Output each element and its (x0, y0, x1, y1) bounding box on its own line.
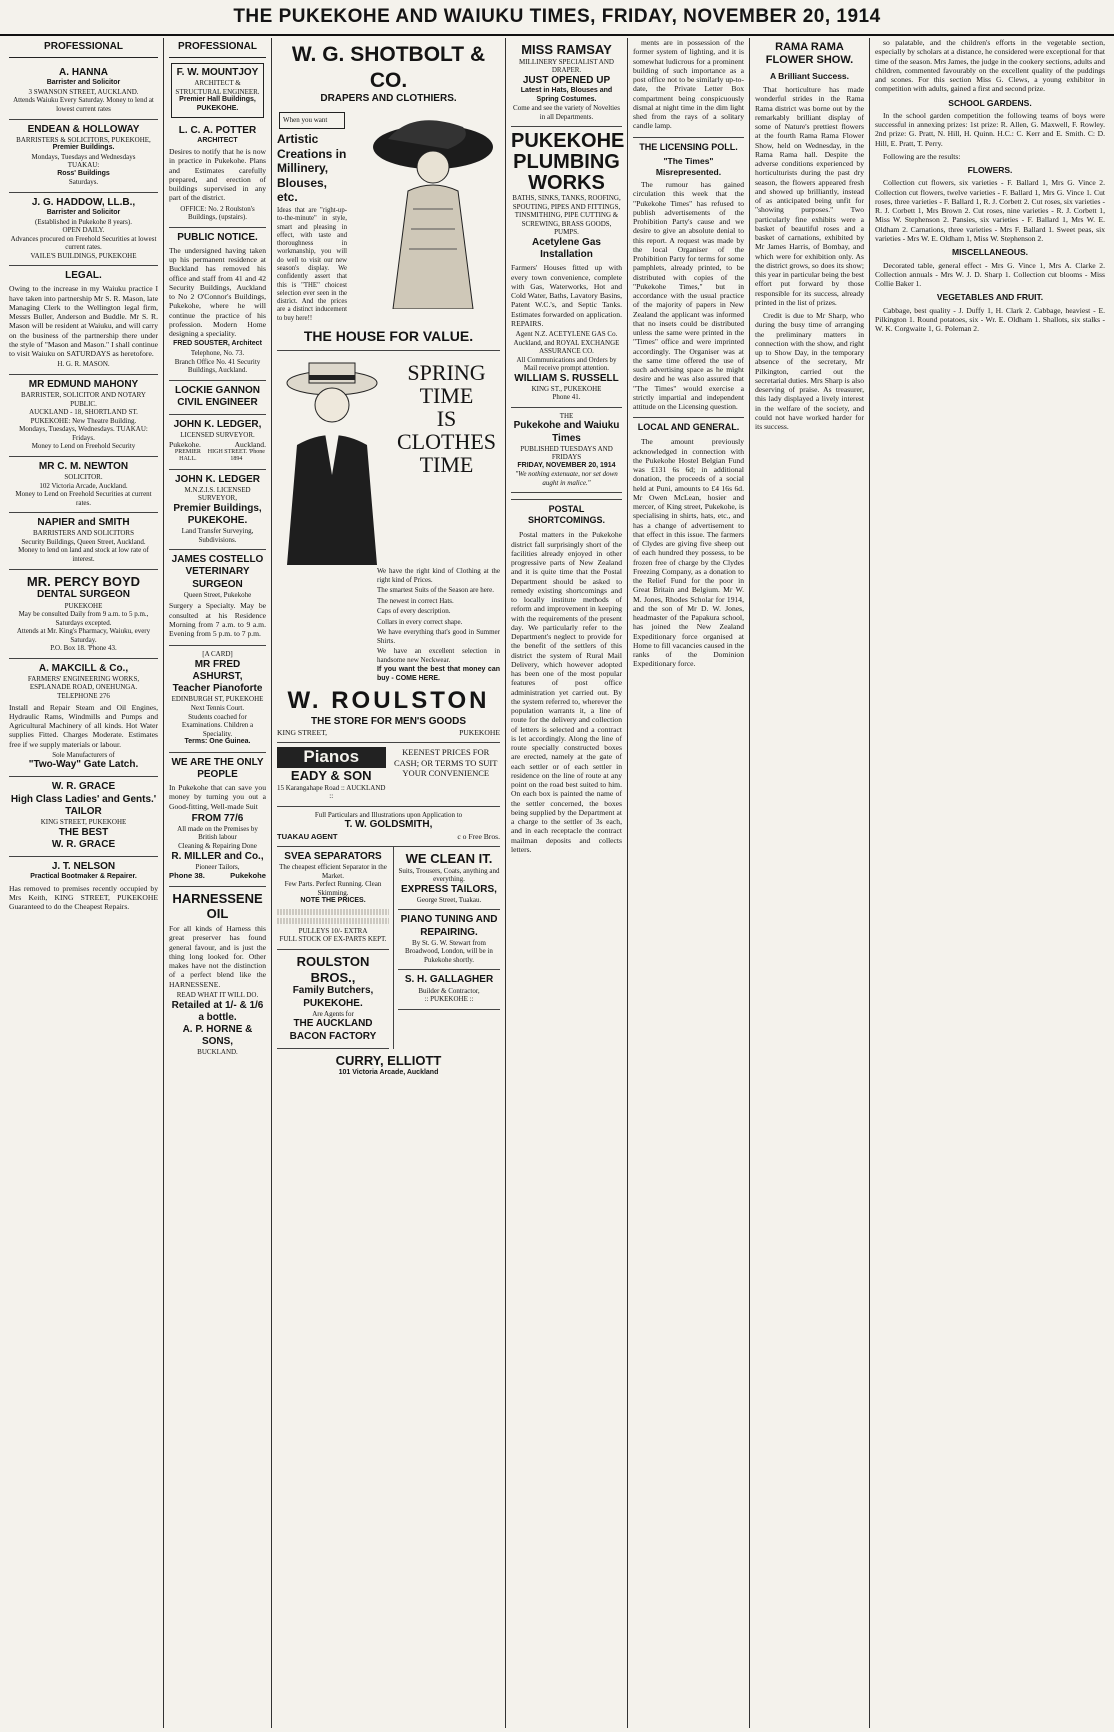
ad-retail: Retailed at 1/- & 1/6 a bottle. (171, 999, 264, 1023)
ad-lines (277, 567, 500, 683)
ad-text: In Pukekohe that can save you money by turning you out a Good-fitting, Well-made Suit (169, 783, 266, 811)
ad-agent: T. W. GOLDSMITH, (344, 819, 433, 831)
story-subhead: MISCELLANEOUS. (951, 247, 1029, 258)
ad-name: A. MAKCILL & Co., (38, 662, 129, 674)
ad-text: The undersigned having taken up his permanent residence at Buckland has removed his office and staff from 41 and 42 Security Buildings, Auckland to No 2 O'Connor's Buildings, Pukekohe, where he will continue the practice of his profession. Modern Home designing a speciality. (169, 245, 266, 339)
ad-name: MR EDMUND MAHONY (28, 378, 139, 390)
ad-title: ARCHITECT (197, 136, 238, 144)
ad-name: MR C. M. NEWTON (38, 460, 129, 472)
ad-addr: Security Buildings, Queen Street, Auckland. (21, 537, 146, 546)
story-subhead: "The Times" Misrepresented. (655, 156, 722, 177)
ad-head: Artistic Creations in Millinery, Blouses, etc. (277, 131, 347, 205)
price-table-filler (277, 909, 389, 915)
headline-time-2: TIME (419, 452, 474, 478)
ad-line: If you want the best that money can buy - COME HERE. (377, 666, 500, 682)
ad-ledger-1 (169, 415, 266, 470)
ad-days: Mondays, Tuesdays and Wednesdays (31, 152, 136, 161)
ad-text: Has removed to premises recently occupied by Mrs Keith, KING STREET, PUKEKOHE Guaranteed to do the Cheapest Repairs. (9, 883, 158, 912)
story-body: Collection cut flowers, six varieties - F. Ballard 1, Mrs G. Vince 2. Collection cut flowers, twelve varieties - F. Ballard 1, Mrs G. Vince 1. Cut roses, three varieties - F. Ballard 1, R. J. Corbett 2. Cut roses, six varieties - R. J. Corbett 1, Mrs Brown 2. Cut roses, nine varieties - R. J. Corbett 1, Miss W. Stephenson 2. Pansies, six varieties - F. Ballard 1, Mrs W. E. Oldham 2. Carnations, three varieties - Mrs F. Ballard 1. Sweet peas, six varieties - Mrs W. E. Oldham 1, Miss W. Stephenson 2. (875, 178, 1105, 243)
nameplate-pub: PUBLISHED TUESDAYS AND FRIDAYS (520, 444, 613, 462)
ad-title: Teacher Pianoforte (172, 683, 263, 695)
ad-name: MR. PERCY BOYD (26, 573, 141, 589)
spring-time-headline (393, 355, 500, 565)
ad-ross: Ross' Buildings (57, 169, 110, 177)
story-headline: LOCAL AND GENERAL. (633, 417, 744, 433)
ad-title: DENTAL SURGEON (37, 589, 130, 601)
ad-note: Attends Waiuku Every Saturday. Money to lend at lowest current rates (13, 96, 154, 113)
ad-signature: H. G. R. MASON. (57, 360, 110, 369)
ad-card: [A CARD] (202, 650, 233, 659)
story-headline: POSTAL SHORTCOMINGS. (511, 499, 622, 526)
ad-name: L. C. A. POTTER (178, 124, 257, 136)
ad-tel: TELEPHONE 276 (57, 691, 110, 700)
ad-tel: Telephone, No. 73. (190, 349, 245, 357)
ad-pianos (277, 743, 500, 807)
ad-money: Money to lend on land and stock at low rate of interest. (18, 546, 149, 563)
story-continued: ments are in possession of the former system of lighting, and it is somewhat ludicrous for a prominent building of such importance as a post office not to be similarly up-to-date, the Private Letter Box compartment being conspicuously dismal at night time in the dim light shed from the rays of a solitary candle lamp. (633, 38, 744, 131)
ad-title: ARCHITECT & STRUCTURAL ENGINEER. (175, 79, 260, 96)
story-continued: so palatable, and the children's efforts in the vegetable section, especially by scholars at a distance, he considered were exceptional for that time of the season. Mrs James, the judge in the cookery sections, adults and children, commented favourably on the excellent quality of the puddings and scones. For this section Miss G. Clews, a young exhibitor in competition with adults, gained a first and second prize. (875, 38, 1105, 94)
ad-we-clean (398, 847, 500, 911)
ad-office: OFFICE: No. 2 Roulston's Buildings, (upstairs). (180, 204, 255, 222)
gentleman-illustration (277, 355, 387, 565)
ad-phone-row (169, 871, 266, 880)
story-body: Following are the results: (883, 151, 961, 161)
ad-pianos-left (277, 747, 386, 801)
ad-sub: Full Particulars and Illustrations upon Application to (314, 810, 463, 819)
ad-office-a: PREMIER HALL. (174, 448, 201, 463)
ad-places (169, 440, 266, 449)
ad-head: LEGAL. (65, 270, 102, 282)
ad-tuakau: TUAKAU AGENT (277, 831, 338, 841)
nameplate-motto: "We nothing extenuate, nor set down aught in malice." (515, 470, 618, 487)
headline-is: IS (436, 406, 457, 432)
ad-street: KING STREET, (277, 727, 328, 737)
ad-name: F. W. MOUNTJOY (176, 67, 259, 79)
ad-read: READ WHAT IT WILL DO. (176, 990, 259, 999)
nameplate-the: THE (559, 411, 574, 420)
ad-title: LICENSED SURVEYOR. (180, 431, 255, 440)
ad-line: We have an excellent selection in handsome new Neckwear. (377, 647, 500, 664)
ad-line: The smartest Suits of the Season are here. (377, 586, 495, 595)
ad-t4: PULLEYS 10/- EXTRA (298, 926, 368, 935)
ad-gallagher (398, 970, 500, 1009)
ad-name: SVEA SEPARATORS (284, 850, 382, 862)
ad-sub: Practical Bootmaker & Repairer. (30, 873, 137, 881)
ad-addr: AUCKLAND - 18, SHORTLAND ST. (29, 408, 138, 417)
ad-phone: Phone 38. (169, 871, 205, 881)
ad-name: J. T. NELSON (51, 860, 116, 872)
ad-hanna (9, 63, 158, 119)
ad-town: :: PUKEKOHE :: (424, 995, 474, 1004)
story-body: Decorated table, general effect - Mrs G. Vince 1, Mrs A. Clarke 2. Collection annuals - Mrs W. J. D. Sharp 1. Collection cut blooms - Miss Collie Baker 1. (875, 260, 1105, 289)
ad-text: Desires to notify that he is now in practice in Pukekohe. Plans and Estimates carefully prepared, and erection of buildings supervised in any part of the district. (169, 147, 266, 203)
headline-clothes: CLOTHES (397, 429, 496, 455)
ad-address: 3 SWANSON STREET, AUCKLAND. (28, 87, 139, 96)
ad-name: LOCKIE GANNON (175, 384, 260, 396)
ad-attends: Attends at Mr. King's Pharmacy, Waiuku, every Saturday. (16, 627, 151, 644)
ad-money: Money to Lend on Freehold Security (31, 442, 136, 451)
column-professional-2 (164, 38, 272, 1728)
ad-title: Barrister and Solicitor (46, 79, 121, 87)
ad-t5: FULL STOCK OF EX-PARTS KEPT. (279, 935, 387, 944)
ad-name: PUKEKOHE PLUMBING WORKS (511, 130, 625, 195)
column-display-ads (272, 38, 506, 1728)
ad-addr: KING STREET, PUKEKOHE (40, 818, 127, 827)
ad-t3: NOTE THE PRICES. (300, 897, 366, 905)
story-body: Postal matters in the Pukekohe district fall surprisingly short of the facilities already enjoyed in other progressive parts of New Zealand and it is quite time that the Postal Department should be asked to remedy existing shortcomings and to locally institute methods of reform and improvement in keeping with the requirements of the present day. We particularly refer to the Department's neglect to provide for the benefit of the settlers of this district the system of Rural Mail Delivery, which however adopted has been one of the most popular features of post office administration yet carried out. By the system referred to, wherever the population warrants it, a line of route for the delivery and collection of letters is selected and a contract is let accordingly. Along the line of route specially constructed boxes are erected, namely at the gate of each settler or of each settler in residence on the line of route at any point on the road best suited to him. On each box is painted the name of the settler concerned, the boxes being supplied by the Department at a charge to the settler of 3s each, and in each receptacle the contract mailman deposits and collects letters. (511, 530, 622, 854)
ad-open: OPEN DAILY. (62, 226, 105, 235)
ad-title: FARMERS' ENGINEERING WORKS, ESPLANADE ROAD, ONEHUNGA. (27, 674, 140, 692)
masthead-title: THE PUKEKOHE AND WAIUKU TIMES, FRIDAY, NOVEMBER 20, 1914 (233, 6, 881, 27)
ad-makcill (9, 659, 158, 778)
ad-roulston-bros (277, 950, 389, 1049)
ad-text: Land Transfer Surveying, Subdivisions. (181, 527, 254, 544)
ad-town: BUCKLAND. (197, 1048, 238, 1057)
ad-boyd (9, 570, 158, 659)
ad-text: Students coached for Examinations. Children a Speciality. (181, 712, 254, 738)
ad-acet: Acetylene Gas Installation (532, 236, 601, 261)
ad-text: Surgery a Specialty. May be consulted at his Residence Morning from 7 a.m. to 9 a.m. Evening from 5 p.m. to 7 p.m. (169, 601, 266, 639)
ad-pianos-agent (277, 807, 500, 847)
ad-terms: Terms: One Guinea. (184, 738, 251, 746)
ad-place: Premier Buildings. (52, 144, 115, 152)
ad-text: For all kinds of Harness this great preserver has found general favour, and is just the thing long looked for. Other makes have not the distinction of a perfect blend like the HARNESSENE. (169, 924, 266, 989)
ad-offices (169, 449, 266, 464)
ad-agent: A. P. HORNE & SONS, (182, 1023, 253, 1048)
ad-line: Caps of every description. (377, 607, 451, 616)
ad-come: Come and see the variety of Novelties in all Departments. (513, 104, 620, 121)
ad-line: We have the right kind of Clothing at the right kind of Prices. (377, 567, 500, 584)
ad-nelson (9, 857, 158, 918)
ad-place: PUKEKOHE (64, 601, 103, 610)
ad-bacon: BACON FACTORY (289, 1030, 377, 1042)
ad-title: M.N.Z.I.S. LICENSED SURVEYOR, (184, 485, 251, 503)
story-body: The rumour has gained circulation this week that the "Pukekohe Times" has refused to publish advertisements of the Prohibition Party's cause and we desire to give an absolute denial to this report. A request was made by the local Organiser of the Prohibition Party for terms for some pamphlets, already printed, to be distributed with copies of the "Pukekohe Times," but in accordance with the usual practice of the majority of papers in New Zealand the applicant was informed that no insets could be distributed unless the same were printed in the "Times" office and were imprinted accordingly. The Organiser was at the same time offered the use of such advertising space as he might desire and he was also assured that "The Times" would exercise a strictly impartial and independent attitude on the Licensing question. (633, 180, 744, 412)
ad-name: PIANO TUNING AND REPAIRING. (400, 914, 498, 938)
ad-owner: WILLIAM S. RUSSELL (514, 372, 619, 384)
ad-line: We have everything that's good in Summer Shirts. (377, 628, 500, 645)
ad-name: A. HANNA (59, 67, 108, 79)
ad-signature: W. R. GRACE (51, 838, 116, 850)
ad-the: THE AUCKLAND (293, 1018, 373, 1030)
ad-name: MISS RAMSAY (521, 42, 612, 57)
ad-sub: DRAPERS AND CLOTHIERS. (320, 93, 457, 105)
story-subhead: SCHOOL GARDENS. (948, 97, 1032, 108)
ad-express: EXPRESS TAILORS, (401, 883, 497, 895)
ad-phone: Phone 41. (552, 393, 581, 402)
ad-right-stack (394, 847, 500, 1049)
ad-plumbing (511, 127, 625, 408)
ad-t1: The cheapest efficient Separator in the Market. (279, 862, 387, 880)
ad-list: BATHS, SINKS, TANKS, ROOFING, SPOUTING, PIPES AND FITTINGS, TINSMITHING, PIPE CUTTING & SCREWING, BRASS GOODS, PUMPS. (512, 194, 621, 237)
ad-mountjoy (171, 63, 264, 117)
ad-addr: EDINBURGH ST, PUKEKOHE Next Tennis Court. (171, 695, 264, 712)
ad-name: NAPIER and SMITH (37, 517, 130, 529)
ad-prices: KEENEST PRICES FOR CASH; OR TERMS TO SUIT YOUR CONVENIENCE (394, 747, 498, 778)
ad-legal (9, 266, 158, 375)
ad-town: PUKEKOHE. (303, 997, 363, 1009)
ad-svea (277, 847, 389, 950)
ad-box: P.O. Box 18. 'Phone 43. (50, 644, 117, 653)
ad-t2: Few Parts. Perfect Running. Clean Skimming. (284, 880, 382, 897)
ad-potter (169, 121, 266, 228)
ad-adv: Advances procured on Freehold Securities at lowest current rates. (10, 234, 157, 252)
ad-mahony (9, 375, 158, 457)
ad-name: S. H. GALLAGHER (404, 974, 494, 986)
ad-curry (277, 1049, 500, 1082)
ad-name: CURRY, ELLIOTT (335, 1052, 442, 1068)
ad-text: Ideas that are "right-up-to-the-minute" in style, smart and pleasing in effect, with taste and thoroughness in workmanship, you will do well to visit our new season's display. We confidently assert that this is "THE" choicest selection ever seen in the district. And the prices are a distinct inducement to buy here!! (277, 207, 347, 322)
ad-made: All made on the Premises by British labour (177, 824, 258, 842)
ad-name: W. G. SHOTBOLT & CO. (291, 43, 486, 92)
ad-title: Barrister and Solicitor (46, 209, 121, 217)
ad-name: W. R. GRACE (51, 781, 116, 793)
ad-name: EADY & SON (290, 767, 372, 783)
ad-big: Pianos (277, 747, 386, 768)
ad-street: George Street, Tuakau. (416, 895, 482, 904)
ad-place-a: Pukekohe. (169, 439, 201, 449)
ad-shotbolt (277, 38, 500, 351)
ad-town: Pukekohe (230, 871, 266, 881)
ad-open: JUST OPENED UP (522, 74, 611, 86)
ad-sub: High Class Ladies' and Gents.' TAILOR (10, 793, 157, 817)
ad-addr: 101 Victoria Arcade, Auckland (338, 1068, 439, 1076)
section-header: PROFESSIONAL (169, 38, 266, 58)
story-body: Credit is due to Mr Sharp, who during the busy time of arranging the preliminary matters in connection with the show, and right up to Show Day, in the temporary absence of the secretary, Mr Pilkington, carried out the secretarial duties. Mrs Sharp is also deserving of praise. As treasurer, this lady displayed a lively interest in the welfare of the society, and could not have worked harder for its success. (755, 311, 864, 432)
story-headline: THE LICENSING POLL. (633, 137, 744, 153)
ad-endean (9, 120, 158, 193)
ad-sub: Builder & Contractor, (418, 986, 480, 995)
ad-haddow (9, 193, 158, 266)
ad-place-b: Auckland. (234, 439, 266, 449)
ad-body (277, 109, 500, 325)
ad-text: By St. G. W. Stewart from Broadwood, London, will be in Pukekohe shortly. (405, 938, 493, 964)
ad-gate: "Two-Way" Gate Latch. (28, 759, 139, 771)
ad-hours: May be consulted Daily from 9 a.m. to 5 p.m., Saturdays excepted. (18, 610, 149, 627)
ad-title: BARRISTER, SOLICITOR AND NOTARY PUBLIC. (21, 391, 146, 408)
ad-addr: Queen Street, Pukekohe (183, 590, 252, 599)
ad-days: Mondays, Tuesdays, Wednesdays. TUAKAU: Fridays. (19, 425, 148, 442)
ad-name: R. MILLER and Co., (171, 850, 264, 862)
ad-tuakau-row (277, 832, 500, 841)
ad-latest: Latest in Hats, Blouses and Spring Costumes. (520, 87, 613, 103)
ad-public-notice (169, 228, 266, 381)
ad-copy (277, 109, 347, 325)
ad-name: JAMES COSTELLO (171, 554, 264, 566)
ad-ashurst (169, 646, 266, 752)
ad-footer: THE HOUSE FOR VALUE. (303, 328, 474, 344)
ad-sub: Pioneer Tailors, (195, 862, 240, 871)
ad-harnessene (169, 887, 266, 1062)
ad-all: All Communications and Orders by Mail receive prompt attention. (516, 355, 617, 373)
ad-agent: Agent N.Z. ACETYLENE GAS Co. Auckland, and ROYAL EXCHANGE ASSURANCE CO. (513, 330, 620, 356)
ad-piano-tuning (398, 910, 500, 970)
ad-name: J. G. HADDOW, LL.B., (31, 196, 136, 208)
column-news-3 (750, 38, 870, 1728)
ad-ramsay (511, 38, 622, 127)
ad-tag: THE STORE FOR MEN'S GOODS (311, 715, 466, 727)
story-body: In the school garden competition the following teams of boys were successful in annexing prizes: 1st prize: R. Allen, G. Maxwell, F. Rowley. 2nd prize: G. Pratt, N. Hill, H. Quinn. H.C.: C. Kerr and E. Smith. C: D. Hill, E. Pratt, T. Perry. (875, 110, 1105, 148)
ad-addr: 15 Karangahape Road :: AUCKLAND :: (277, 783, 386, 801)
story-body: The amount previously acknowledged in connection with the Pukekohe Hostel Belgian Fund was £131 6s 6d; in additional donation, the proceeds of a social held at Puni, amounts to £4 16s 6d. Mr Owen McLean, hosier and mercer, of King street, Pukekohe, is specialising in shirts, hats, etc., and has a change of advertisement to that effect in this issue. The farmers of Clydes are giving five sheep out of each hundred they possess, to be frozen free of charge by the Clydes Freezing Company, as a donation to the Relief Fund for the poor in Great Britain and Belgium. Mr W. M. Jones, Rhodes Scholar for 1914, and the son of Mr D. W. Jones, headmaster of the Papakura school, has joined the New Zealand Expeditionary force organised at Home to fill vacancies caused in the ranks of the Dominion Expeditionary force. (633, 437, 744, 669)
ad-tuakau: TUAKAU: (67, 161, 100, 170)
story-headline: RAMA RAMA FLOWER SHOW. (765, 41, 854, 67)
ad-addr-row (277, 728, 500, 737)
ad-newton (9, 457, 158, 513)
ad-text: Install and Repair Steam and Oil Engines, Hydraulic Rams, Windmills and Pumps and Agricultural Machinery of all kinds. Hot Water supplies Fitted. Charges Moderate. Estimates free if we supply materials or labour. (9, 702, 158, 749)
ad-clean: Cleaning & Repairing Done (178, 842, 257, 850)
section-header: PROFESSIONAL (9, 38, 158, 58)
ad-sat: Saturdays. (68, 178, 99, 187)
ad-name: FRED SOUSTER, Architect (173, 340, 262, 348)
ad-box: When you want (279, 112, 345, 129)
ad-text: Farmers' Houses fitted up with every town convenience, complete with Gas, Waterworks, Hot and Cold Water, Baths, Lavatory Basins, Patent W.C.'s, and Septic Tanks. Estimates forwarded on application. REPAIRS. (511, 263, 622, 328)
ad-name: WE CLEAN IT. (405, 850, 493, 866)
ad-left-stack (277, 847, 394, 1049)
ad-sole: Sole Manufacturers of (52, 750, 115, 759)
ad-gannon (169, 381, 266, 415)
ad-napier (9, 513, 158, 569)
column-news-2 (628, 38, 750, 1728)
ad-title: BARRISTERS AND SOLICITORS (32, 529, 134, 538)
column-news-4 (870, 38, 1110, 1728)
newspaper-nameplate (511, 408, 622, 494)
ad-money: Money to Lend on Freehold Securities at current rates. (15, 490, 152, 507)
ad-best: THE BEST (58, 826, 109, 838)
story-subhead: A Brilliant Success. (769, 70, 850, 81)
ad-town: PUKEKOHE (459, 727, 500, 737)
ad-row-bottom (277, 847, 500, 1049)
nameplate-title: Pukekohe and Waiuku Times (513, 420, 620, 444)
ad-office-b: HIGH STREET. 'Phone 1894 (207, 448, 265, 463)
ad-name: MR FRED ASHURST, (192, 658, 243, 683)
ad-title: CIVIL ENGINEER (177, 396, 258, 408)
ad-branch: Branch Office No. 41 Security Buildings, Auckland. (174, 357, 261, 375)
ad-name: JOHN K. LEDGER (174, 473, 260, 485)
ad-title: VETERINARY SURGEON (185, 566, 250, 590)
ad-puke: PUKEKOHE: New Theatre Building. (30, 416, 137, 425)
masthead (0, 0, 1114, 36)
ad-place: Premier Hall Buildings, PUKEKOHE. (179, 96, 256, 112)
lady-hat-illustration (353, 109, 493, 309)
story-subhead: VEGETABLES AND FRUIT. (936, 292, 1044, 303)
ad-costello (169, 550, 266, 646)
column-news-1 (506, 38, 628, 1728)
story-body: That horticulture has made wonderful strides in the Rama Rama district was borne out by the remarkably brilliant display of some of Nature's prettiest flowers at the fourth Rama Rama Flower Show, held on Wednesday, in the Rama Rama hall. Despite the adverse conditions experienced by horticulturists during the past dry season, the flowers appeared fresh and showed up brilliantly, instead of as anticipated being unfit for "showing purposes." Two particularly fine exhibits were a basket of beautiful roses and a basket of carnations, exhibited by Mr James Harris, of Bombay, and which were for exhibition only. As the district grows, so does its show; this year in particular being the best effort put forward by those responsible for its success, already printed in the list of prizes. (755, 85, 864, 307)
story-body: Cabbage, best quality - J. Duffy 1, H. Clark 2. Cabbage, heaviest - E. Pilkington 1. Round potatoes, six - Wr. E. Oldham 1. Shallots, six stalks - W. K. Corgwaite 1, G. Poleman 2. (875, 305, 1105, 334)
ad-head: WE ARE THE ONLY PEOPLE (171, 756, 264, 780)
ad-line: The newest in correct Hats. (377, 596, 454, 605)
ad-addr: VAILE'S BUILDINGS, PUKEKOHE (30, 251, 137, 260)
ad-addr: 102 Victoria Arcade, Auckland. (39, 481, 128, 490)
ad-co: c o Free Bros. (457, 831, 500, 841)
ad-text: Suits, Trousers, Coats, anything and everything. (398, 866, 500, 884)
ad-name: W. ROULSTON (287, 687, 490, 715)
ad-ledger-2 (169, 470, 266, 551)
ad-text: Owing to the increase in my Waiuku practice I have taken into partnership Mr S. R. Mason, late Managing Clerk to the Wellington legal firm, Messrs Buller, Anderson and Buddle. Mr S. R. Mason will be resident at Waiuku, and will carry on the business of the partnership there under the style of "Mason and Mason." I shall continue to visit Waiuku on SATURDAYS as heretofore. (9, 284, 158, 359)
ad-title: BARRISTERS & SOLICITORS, PUKEKOHE, (16, 135, 151, 144)
headline-spring: SPRING (407, 360, 486, 386)
ad-grace (9, 777, 158, 856)
ad-sub: Family Butchers, (292, 985, 374, 997)
nameplate-date: FRIDAY, NOVEMBER 20, 1914 (517, 461, 616, 469)
ad-place: Premier Buildings, PUKEKOHE. (173, 502, 262, 526)
ad-title: SOLICITOR. (64, 473, 103, 482)
story-subhead: FLOWERS. (967, 165, 1013, 176)
price-table-filler (277, 918, 389, 924)
ad-price: FROM 77/6 (191, 812, 244, 824)
column-professional-1 (4, 38, 164, 1728)
ad-name: JOHN K. LEDGER, (173, 418, 262, 430)
ad-name: ENDEAN & HOLLOWAY (27, 123, 140, 135)
ad-roulston (277, 351, 500, 743)
ad-only-people (169, 753, 266, 887)
ad-head: PUBLIC NOTICE. (177, 231, 258, 243)
ad-street: KING ST., PUKEKOHE (531, 384, 602, 393)
ad-sub: MILLINERY SPECIALIST AND DRAPER. (519, 57, 614, 75)
ad-roulston-body (277, 355, 500, 565)
ad-line: Collars in every correct shape. (377, 617, 463, 626)
headline-time: TIME (419, 383, 474, 409)
ad-est: (Established in Pukekohe 8 years). (34, 217, 132, 226)
ad-name: HARNESSENE OIL (172, 890, 263, 922)
ad-name: ROULSTON BROS., (296, 953, 370, 985)
ad-agents: Are Agents for (312, 1009, 354, 1018)
